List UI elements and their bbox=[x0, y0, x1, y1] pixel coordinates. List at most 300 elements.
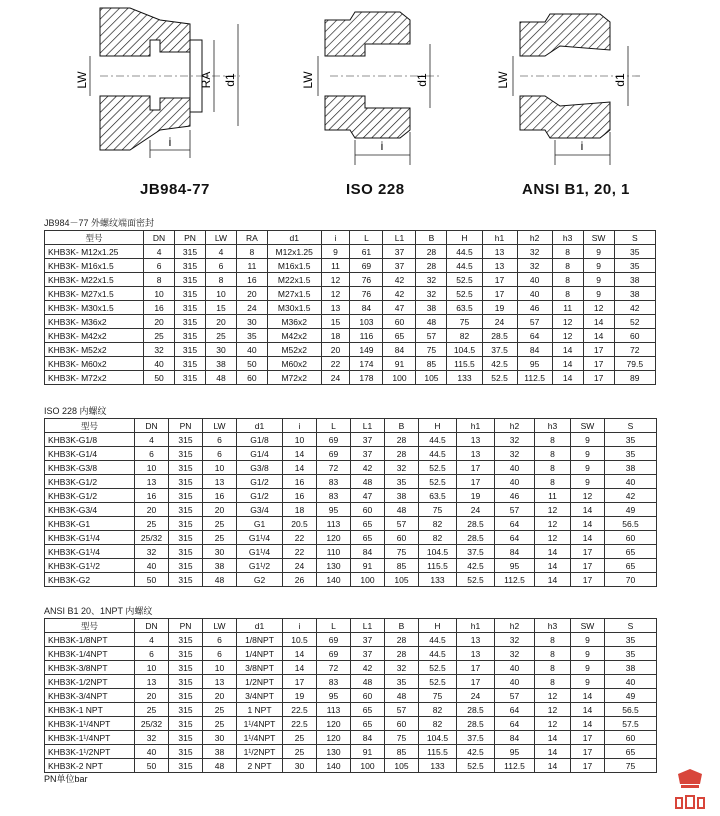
table-cell: 83 bbox=[317, 489, 351, 503]
table-cell: 14 bbox=[535, 759, 571, 773]
table-cell: 9 bbox=[571, 633, 605, 647]
column-header: DN bbox=[135, 619, 169, 633]
table-row bbox=[45, 647, 657, 661]
table-cell: 40 bbox=[605, 475, 657, 489]
table-cell: 76 bbox=[350, 287, 383, 301]
table-cell: 14 bbox=[283, 447, 317, 461]
table-cell: 65 bbox=[351, 517, 385, 531]
table-cell: 37 bbox=[351, 633, 385, 647]
dim-d1-2: d1 bbox=[415, 73, 429, 87]
column-header: L1 bbox=[351, 419, 385, 433]
table-cell: 13 bbox=[321, 301, 350, 315]
table-cell: 14 bbox=[571, 689, 605, 703]
table-cell: 104.5 bbox=[447, 343, 482, 357]
table-cell: 8 bbox=[552, 245, 583, 259]
table-cell: 24 bbox=[321, 371, 350, 385]
model-cell: KHB3K-G1/2 bbox=[45, 475, 135, 489]
table-cell: 17 bbox=[482, 273, 517, 287]
table-cell: M42x2 bbox=[267, 329, 321, 343]
table-cell: 42 bbox=[351, 661, 385, 675]
table-cell: 52.5 bbox=[447, 273, 482, 287]
table-row bbox=[45, 503, 657, 517]
table-cell: 32 bbox=[517, 245, 552, 259]
table-cell: 116 bbox=[350, 329, 383, 343]
table-cell: 113 bbox=[317, 517, 351, 531]
table-row bbox=[45, 661, 657, 675]
column-header: 型号 bbox=[45, 419, 135, 433]
table-cell: G1¹/2 bbox=[237, 559, 283, 573]
table-cell: 8 bbox=[535, 433, 571, 447]
table-cell: 19 bbox=[283, 689, 317, 703]
table-cell: 12 bbox=[535, 503, 571, 517]
table-cell: 28 bbox=[416, 259, 447, 273]
model-cell: KHB3K-1/8NPT bbox=[45, 633, 135, 647]
table-cell: 28 bbox=[385, 447, 419, 461]
table-cell: 6 bbox=[135, 647, 169, 661]
table-cell: 52.5 bbox=[447, 287, 482, 301]
table-cell: 52.5 bbox=[457, 759, 495, 773]
table-cell: 60 bbox=[351, 689, 385, 703]
table-cell: 17 bbox=[583, 371, 614, 385]
table-cell: 52.5 bbox=[419, 675, 457, 689]
table-cell: 25 bbox=[283, 731, 317, 745]
table-cell: 48 bbox=[203, 573, 237, 587]
table-cell: 18 bbox=[283, 503, 317, 517]
column-header: d1 bbox=[237, 419, 283, 433]
table-cell: 315 bbox=[169, 489, 203, 503]
table-cell: 28.5 bbox=[482, 329, 517, 343]
table-cell: 9 bbox=[583, 273, 614, 287]
table-cell: 8 bbox=[236, 245, 267, 259]
model-cell: KHB3K-1¹/2NPT bbox=[45, 745, 135, 759]
table-cell: 315 bbox=[169, 559, 203, 573]
table-cell: 315 bbox=[175, 301, 206, 315]
table-cell: 82 bbox=[419, 531, 457, 545]
table-cell: 85 bbox=[385, 559, 419, 573]
table-cell: 11 bbox=[236, 259, 267, 273]
table-cell: 22 bbox=[283, 545, 317, 559]
table-cell: 315 bbox=[175, 259, 206, 273]
table-cell: 28 bbox=[385, 647, 419, 661]
table-cell: 38 bbox=[605, 461, 657, 475]
dim-lw-2: LW bbox=[301, 71, 315, 89]
table-cell: 315 bbox=[169, 745, 203, 759]
model-cell: KHB3K-G2 bbox=[45, 573, 135, 587]
table-cell: 37 bbox=[351, 433, 385, 447]
table-cell: 20 bbox=[205, 315, 236, 329]
column-header: S bbox=[605, 419, 657, 433]
figure-label-iso228: ISO 228 bbox=[346, 181, 405, 198]
table-cell: 1¹/4NPT bbox=[237, 731, 283, 745]
table-cell: 84 bbox=[351, 545, 385, 559]
table-cell: 20 bbox=[135, 503, 169, 517]
table-cell: 8 bbox=[535, 461, 571, 475]
table-cell: 17 bbox=[571, 759, 605, 773]
table-cell: 17 bbox=[283, 675, 317, 689]
model-cell: KHB3K- M36x2 bbox=[45, 315, 144, 329]
table-cell: 50 bbox=[144, 371, 175, 385]
table-cell: 14 bbox=[571, 503, 605, 517]
table-cell: 48 bbox=[385, 689, 419, 703]
column-header: h1 bbox=[482, 231, 517, 245]
table-cell: M27x1.5 bbox=[267, 287, 321, 301]
table-cell: 13 bbox=[482, 245, 517, 259]
table-cell: 57 bbox=[385, 703, 419, 717]
drawing-ansi bbox=[496, 14, 640, 165]
table-cell: 22.5 bbox=[283, 717, 317, 731]
table-cell: 84 bbox=[351, 731, 385, 745]
table-cell: 75 bbox=[447, 315, 482, 329]
table-cell: 37 bbox=[351, 447, 385, 461]
table-cell: 112.5 bbox=[495, 759, 535, 773]
table-cell: 112.5 bbox=[495, 573, 535, 587]
table-cell: 9 bbox=[571, 661, 605, 675]
table-cell: 14 bbox=[283, 647, 317, 661]
table-cell: 12 bbox=[535, 531, 571, 545]
table-cell: 91 bbox=[383, 357, 416, 371]
table-cell: 32 bbox=[416, 273, 447, 287]
table-cell: 25 bbox=[144, 329, 175, 343]
table-cell: 49 bbox=[605, 689, 657, 703]
table-cell: M22x1.5 bbox=[267, 273, 321, 287]
unit-note: PN单位bar bbox=[44, 774, 88, 784]
table-cell: 75 bbox=[605, 759, 657, 773]
table-cell: 48 bbox=[351, 475, 385, 489]
table-cell: 25 bbox=[203, 517, 237, 531]
table-row bbox=[45, 675, 657, 689]
table-cell: 69 bbox=[317, 633, 351, 647]
table-cell: 25 bbox=[203, 531, 237, 545]
drawing-iso228 bbox=[301, 12, 440, 165]
table-cell: 57 bbox=[495, 689, 535, 703]
table-cell: 140 bbox=[317, 573, 351, 587]
drawing-jb984 bbox=[75, 8, 240, 158]
table-cell: 14 bbox=[571, 517, 605, 531]
table-cell: 16 bbox=[203, 489, 237, 503]
table-cell: 42.5 bbox=[457, 745, 495, 759]
table-cell: 14 bbox=[552, 357, 583, 371]
table-cell: 28 bbox=[385, 433, 419, 447]
table-cell: 17 bbox=[457, 475, 495, 489]
table-cell: 48 bbox=[385, 503, 419, 517]
table-cell: M12x1.25 bbox=[267, 245, 321, 259]
table-cell: 64 bbox=[517, 329, 552, 343]
table-row bbox=[45, 315, 656, 329]
column-header: 型号 bbox=[45, 231, 144, 245]
table-cell: 6 bbox=[205, 259, 236, 273]
model-cell: KHB3K-2 NPT bbox=[45, 759, 135, 773]
table-cell: 110 bbox=[317, 545, 351, 559]
table-cell: 10 bbox=[144, 287, 175, 301]
table-cell: 103 bbox=[350, 315, 383, 329]
table-cell: 13 bbox=[457, 447, 495, 461]
table-cell: 315 bbox=[175, 245, 206, 259]
section-title-ansi: ANSI B1 20、1NPT 内螺纹 bbox=[44, 606, 153, 616]
table-cell: 60 bbox=[605, 531, 657, 545]
table-cell: 57.5 bbox=[605, 717, 657, 731]
table-cell: 315 bbox=[175, 287, 206, 301]
dim-i-3: i bbox=[580, 139, 584, 153]
table-cell: 64 bbox=[495, 703, 535, 717]
table-cell: 72 bbox=[614, 343, 655, 357]
table-cell: 8 bbox=[535, 661, 571, 675]
table-cell: 315 bbox=[169, 675, 203, 689]
table-cell: 25/32 bbox=[135, 717, 169, 731]
table-cell: 30 bbox=[283, 759, 317, 773]
table-cell: 75 bbox=[419, 503, 457, 517]
model-cell: KHB3K-3/8NPT bbox=[45, 661, 135, 675]
table-cell: 35 bbox=[605, 647, 657, 661]
table-cell: 14 bbox=[571, 531, 605, 545]
table-cell: 89 bbox=[614, 371, 655, 385]
table-cell: 37 bbox=[383, 259, 416, 273]
column-header: L bbox=[350, 231, 383, 245]
table-cell: 64 bbox=[495, 517, 535, 531]
table-cell: 69 bbox=[317, 647, 351, 661]
table-cell: 35 bbox=[614, 259, 655, 273]
column-header: LW bbox=[205, 231, 236, 245]
table-cell: 56.5 bbox=[605, 517, 657, 531]
table-cell: 42 bbox=[383, 287, 416, 301]
table-cell: M72x2 bbox=[267, 371, 321, 385]
table-cell: 8 bbox=[552, 259, 583, 273]
table-cell: 63.5 bbox=[447, 301, 482, 315]
table-row bbox=[45, 517, 657, 531]
table-cell: M36x2 bbox=[267, 315, 321, 329]
table-cell: 24 bbox=[457, 689, 495, 703]
table-cell: 20 bbox=[144, 315, 175, 329]
table-cell: 22.5 bbox=[283, 703, 317, 717]
table-cell: 100 bbox=[383, 371, 416, 385]
table-cell: 13 bbox=[457, 647, 495, 661]
table-cell: 24 bbox=[457, 503, 495, 517]
table-row bbox=[45, 489, 657, 503]
table-cell: 1¹/2NPT bbox=[237, 745, 283, 759]
table-cell: 82 bbox=[419, 717, 457, 731]
table-cell: 95 bbox=[517, 357, 552, 371]
table-row bbox=[45, 559, 657, 573]
table-cell: G1 bbox=[237, 517, 283, 531]
table-cell: M30x1.5 bbox=[267, 301, 321, 315]
table-cell: 17 bbox=[457, 661, 495, 675]
table-cell: 40 bbox=[144, 357, 175, 371]
table-cell: 112.5 bbox=[517, 371, 552, 385]
table-cell: 315 bbox=[169, 433, 203, 447]
table-cell: 24 bbox=[283, 559, 317, 573]
table-cell: 38 bbox=[605, 661, 657, 675]
column-header: L1 bbox=[383, 231, 416, 245]
table-cell: 40 bbox=[495, 475, 535, 489]
table-cell: 40 bbox=[495, 675, 535, 689]
table-cell: 14 bbox=[535, 559, 571, 573]
table-cell: 42 bbox=[351, 461, 385, 475]
model-cell: KHB3K-G1/4 bbox=[45, 447, 135, 461]
column-header: 型号 bbox=[45, 619, 135, 633]
column-header: h3 bbox=[535, 419, 571, 433]
table-cell: 133 bbox=[419, 759, 457, 773]
table-cell: M52x2 bbox=[267, 343, 321, 357]
column-header: B bbox=[416, 231, 447, 245]
table-cell: 315 bbox=[169, 689, 203, 703]
table-cell: 315 bbox=[169, 447, 203, 461]
table-row bbox=[45, 329, 656, 343]
table-cell: 315 bbox=[169, 503, 203, 517]
table-cell: 42.5 bbox=[457, 559, 495, 573]
table-cell: 48 bbox=[203, 759, 237, 773]
table-cell: 64 bbox=[495, 717, 535, 731]
table-cell: G1¹/4 bbox=[237, 545, 283, 559]
table-cell: 11 bbox=[535, 489, 571, 503]
dim-i-2: i bbox=[380, 139, 384, 153]
table-cell: 4 bbox=[144, 245, 175, 259]
column-header: d1 bbox=[237, 619, 283, 633]
table-cell: 52.5 bbox=[457, 573, 495, 587]
table-cell: 149 bbox=[350, 343, 383, 357]
table-cell: 12 bbox=[535, 703, 571, 717]
table-cell: 8 bbox=[535, 633, 571, 647]
table-cell: 15 bbox=[205, 301, 236, 315]
table-cell: 9 bbox=[571, 461, 605, 475]
column-header: h3 bbox=[535, 619, 571, 633]
table-cell: 12 bbox=[552, 315, 583, 329]
table-cell: 40 bbox=[495, 461, 535, 475]
model-cell: KHB3K- M27x1.5 bbox=[45, 287, 144, 301]
table-cell: 37.5 bbox=[482, 343, 517, 357]
column-header: PN bbox=[169, 619, 203, 633]
table-cell: 12 bbox=[571, 489, 605, 503]
table-cell: 60 bbox=[351, 503, 385, 517]
table-cell: 19 bbox=[457, 489, 495, 503]
table-cell: 84 bbox=[350, 301, 383, 315]
model-cell: KHB3K- M42x2 bbox=[45, 329, 144, 343]
table-cell: 133 bbox=[419, 573, 457, 587]
table-cell: 14 bbox=[283, 661, 317, 675]
table-cell: 315 bbox=[175, 329, 206, 343]
table-cell: 82 bbox=[419, 517, 457, 531]
table-cell: 12 bbox=[535, 689, 571, 703]
table-row bbox=[45, 703, 657, 717]
table-cell: 48 bbox=[205, 371, 236, 385]
technical-drawings bbox=[0, 0, 720, 210]
table-cell: 8 bbox=[552, 273, 583, 287]
dim-i-1: i bbox=[168, 135, 172, 149]
dim-lw-3: LW bbox=[496, 71, 510, 89]
dim-d1-3: d1 bbox=[613, 73, 627, 87]
table-cell: 9 bbox=[571, 433, 605, 447]
column-header: B bbox=[385, 619, 419, 633]
table-cell: 1/4NPT bbox=[237, 647, 283, 661]
column-header: B bbox=[385, 419, 419, 433]
table-cell: 30 bbox=[203, 731, 237, 745]
table-cell: 57 bbox=[385, 517, 419, 531]
table-cell: 69 bbox=[317, 447, 351, 461]
column-header: d1 bbox=[267, 231, 321, 245]
table-cell: 83 bbox=[317, 475, 351, 489]
table-cell: 18 bbox=[321, 329, 350, 343]
model-cell: KHB3K-1 NPT bbox=[45, 703, 135, 717]
table-cell: 15 bbox=[321, 315, 350, 329]
table-cell: 84 bbox=[517, 343, 552, 357]
table-cell: 82 bbox=[419, 703, 457, 717]
table-row bbox=[45, 461, 657, 475]
table-cell: G1/2 bbox=[237, 475, 283, 489]
table-row bbox=[45, 633, 657, 647]
column-header: H bbox=[419, 419, 457, 433]
table-cell: 1 NPT bbox=[237, 703, 283, 717]
table-cell: 14 bbox=[535, 731, 571, 745]
table-cell: 100 bbox=[351, 573, 385, 587]
table-cell: 64 bbox=[495, 531, 535, 545]
table-cell: 42.5 bbox=[482, 357, 517, 371]
table-cell: 14 bbox=[552, 343, 583, 357]
table-cell: 28 bbox=[385, 633, 419, 647]
table-cell: 37 bbox=[383, 245, 416, 259]
table-cell: 105 bbox=[385, 759, 419, 773]
table-cell: 38 bbox=[203, 745, 237, 759]
table-cell: 16 bbox=[135, 489, 169, 503]
model-cell: KHB3K-G1¹/2 bbox=[45, 559, 135, 573]
table-cell: 25/32 bbox=[135, 531, 169, 545]
table-row bbox=[45, 731, 657, 745]
table-cell: 315 bbox=[175, 357, 206, 371]
table-cell: 60 bbox=[614, 329, 655, 343]
table-cell: 13 bbox=[203, 675, 237, 689]
table-cell: 9 bbox=[571, 647, 605, 661]
column-header: RA bbox=[236, 231, 267, 245]
table-cell: 3/8NPT bbox=[237, 661, 283, 675]
column-header: DN bbox=[144, 231, 175, 245]
figure-label-jb984: JB984-77 bbox=[140, 181, 210, 198]
table-cell: 9 bbox=[583, 259, 614, 273]
table-cell: 28.5 bbox=[457, 703, 495, 717]
model-cell: KHB3K- M52x2 bbox=[45, 343, 144, 357]
table-cell: 72 bbox=[317, 461, 351, 475]
table-cell: 120 bbox=[317, 531, 351, 545]
table-cell: 20 bbox=[203, 503, 237, 517]
table-cell: 20 bbox=[203, 689, 237, 703]
table-cell: 14 bbox=[571, 703, 605, 717]
table-row bbox=[45, 301, 656, 315]
table-cell: 76 bbox=[350, 273, 383, 287]
table-cell: 65 bbox=[383, 329, 416, 343]
model-cell: KHB3K-1¹/4NPT bbox=[45, 717, 135, 731]
column-header: h1 bbox=[457, 619, 495, 633]
table-cell: 32 bbox=[135, 545, 169, 559]
table-cell: 50 bbox=[135, 573, 169, 587]
table-cell: 120 bbox=[317, 717, 351, 731]
table-cell: 28.5 bbox=[457, 531, 495, 545]
table-header-row bbox=[45, 419, 657, 433]
table-cell: 12 bbox=[552, 329, 583, 343]
table-cell: 35 bbox=[605, 447, 657, 461]
table-cell: 130 bbox=[317, 559, 351, 573]
table-cell: 25 bbox=[203, 703, 237, 717]
table-cell: 174 bbox=[350, 357, 383, 371]
table-cell: 6 bbox=[203, 633, 237, 647]
table-cell: 10 bbox=[135, 661, 169, 675]
column-header: PN bbox=[169, 419, 203, 433]
column-header: LW bbox=[203, 419, 237, 433]
table-cell: 8 bbox=[552, 287, 583, 301]
table-cell: 37.5 bbox=[457, 545, 495, 559]
table-row bbox=[45, 717, 657, 731]
table-cell: 315 bbox=[175, 371, 206, 385]
model-cell: KHB3K-G1¹/4 bbox=[45, 545, 135, 559]
table-cell: 47 bbox=[351, 489, 385, 503]
table-cell: 48 bbox=[351, 675, 385, 689]
table-cell: 4 bbox=[135, 633, 169, 647]
table-cell: 13 bbox=[135, 475, 169, 489]
